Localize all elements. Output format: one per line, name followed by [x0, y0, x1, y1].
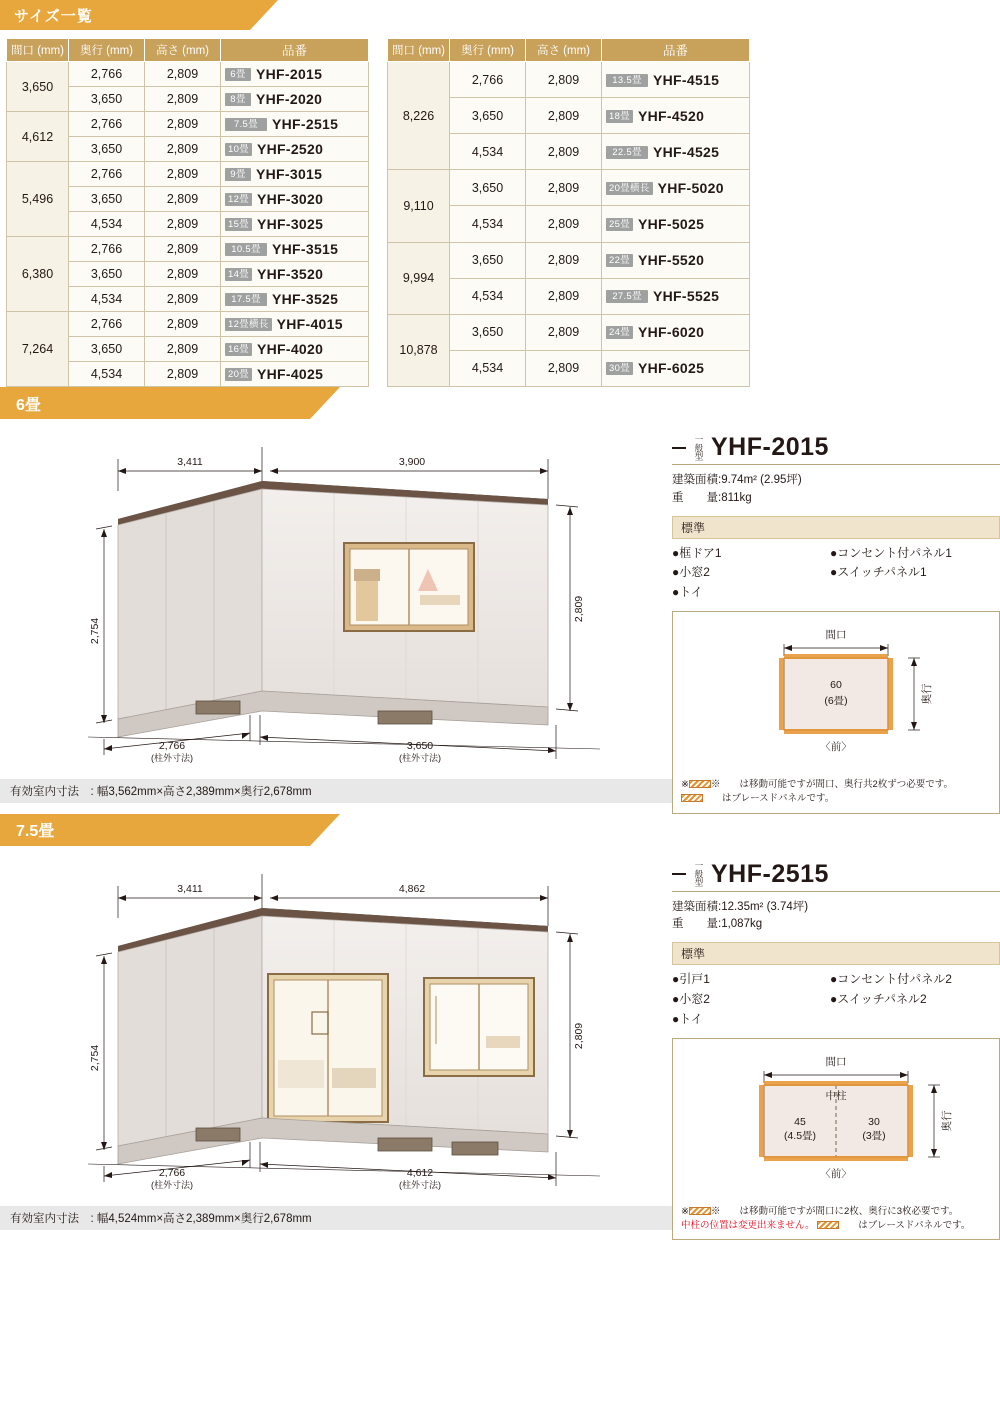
cell-okuyuki: 2,766: [69, 312, 145, 337]
tatami-badge: 20畳横長: [606, 182, 653, 195]
interior-dimensions-note: 有効室内寸法 : 幅3,562mm×高さ2,389mm×奥行2,678mm: [0, 779, 672, 803]
svg-text:奥行: 奥行: [941, 1110, 953, 1132]
size-table-left: [6, 38, 369, 387]
svg-text:3,650: 3,650: [406, 740, 434, 752]
cell-hinban: [602, 206, 750, 242]
standard-item: ●トイ: [672, 1011, 703, 1026]
plan-notes: [681, 1205, 991, 1234]
plan-drawing: [686, 1049, 986, 1189]
model-code: YHF-3520: [256, 266, 324, 282]
svg-text:60: 60: [830, 679, 842, 692]
cell-okuyuki: 4,534: [450, 206, 526, 242]
model-code: YHF-3020: [256, 191, 324, 207]
plan-note-1-text: ※ は移動可能ですが間口、奥行共2枚ずつ必要です。: [710, 779, 953, 791]
model-code: YHF-4525: [653, 143, 720, 160]
svg-text:2,766: 2,766: [158, 1166, 186, 1179]
product-section: [0, 387, 1000, 814]
tatami-badge: 27.5畳: [606, 290, 648, 303]
cell-maguchi: 4,612: [7, 112, 69, 162]
tatami-badge: 12畳横長: [225, 318, 272, 331]
product-sections: [0, 387, 1000, 1240]
tatami-badge: 7.5畳: [225, 118, 267, 131]
drawing-column: [0, 419, 672, 814]
cell-takasa: 2,809: [145, 337, 221, 362]
cell-hinban: [221, 262, 369, 287]
tatami-badge: 17.5畳: [225, 293, 267, 306]
tatami-badge: 22畳: [606, 254, 633, 267]
cell-okuyuki: 4,534: [69, 287, 145, 312]
dash-icon: [672, 447, 686, 449]
section-title: 6畳: [16, 396, 41, 414]
cell-takasa: 2,809: [145, 137, 221, 162]
cell-hinban: [602, 170, 750, 206]
svg-text:2,809: 2,809: [573, 595, 585, 623]
cell-okuyuki: 3,650: [450, 314, 526, 350]
cell-okuyuki: 4,534: [450, 278, 526, 314]
cell-maguchi: 8,226: [388, 62, 450, 170]
table-row: [388, 242, 750, 278]
cell-takasa: 2,809: [145, 87, 221, 112]
cell-okuyuki: 3,650: [69, 337, 145, 362]
cell-hinban: [221, 62, 369, 87]
standard-equipment-header: 標準: [672, 942, 1000, 965]
svg-text:(6畳): (6畳): [824, 695, 848, 708]
cell-hinban: [221, 212, 369, 237]
cell-okuyuki: 3,650: [450, 98, 526, 134]
col-takasa: 高さ (mm): [526, 39, 602, 62]
cell-takasa: 2,809: [526, 170, 602, 206]
standard-left-column: [672, 544, 830, 603]
model-name: YHF-2015: [711, 433, 829, 461]
plan-note-1: ※ ※ は移動可能ですが間口に2枚、奥行に3枚必要です。: [681, 1205, 959, 1217]
cell-hinban: [602, 314, 750, 350]
cell-hinban: [221, 187, 369, 212]
col-okuyuki: 奥行 (mm): [450, 39, 526, 62]
plan-note-red: 中柱の位置は変更出来ません。: [681, 1219, 815, 1231]
dash-icon: [672, 873, 686, 875]
cell-maguchi: 9,994: [388, 242, 450, 314]
perspective-drawing: [0, 419, 672, 771]
model-code: YHF-4020: [256, 341, 324, 357]
standard-item: ●小窓2: [672, 991, 710, 1006]
cell-takasa: 2,809: [526, 206, 602, 242]
size-table-right: [387, 38, 750, 387]
svg-text:3,411: 3,411: [177, 882, 203, 895]
page-title-banner: [0, 0, 250, 30]
cell-hinban: [602, 242, 750, 278]
building-area: 建築面積:9.74m² (2.95坪): [672, 474, 802, 486]
hatch-swatch-icon-2: [817, 1221, 839, 1229]
cell-hinban: [221, 87, 369, 112]
cell-takasa: 2,809: [145, 212, 221, 237]
svg-text:(柱外寸法): (柱外寸法): [151, 1179, 193, 1190]
cell-okuyuki: 3,650: [69, 87, 145, 112]
cell-hinban: [602, 98, 750, 134]
standard-right-column: [830, 544, 952, 603]
standard-item: ●引戸1: [672, 972, 710, 987]
cell-maguchi: 5,496: [7, 162, 69, 237]
cell-takasa: 2,809: [526, 278, 602, 314]
model-code: YHF-5525: [653, 288, 720, 305]
standard-item: ●スイッチパネル2: [830, 991, 927, 1006]
tatami-badge: 20畳: [225, 368, 252, 381]
weight: 重 量:1,087kg: [672, 918, 763, 931]
table-row: [7, 162, 369, 187]
svg-text:2,766: 2,766: [158, 740, 186, 752]
plan-note-2-text: はブレースドパネルです。: [839, 1219, 971, 1231]
weight: 重 量:811kg: [672, 491, 752, 504]
standard-equipment-list: [672, 544, 1000, 603]
cell-okuyuki: 2,766: [69, 162, 145, 187]
cell-okuyuki: 3,650: [450, 242, 526, 278]
plan-note-1: ※ ※ は移動可能ですが間口、奥行共2枚ずつ必要です。: [681, 779, 953, 791]
tatami-badge: 6畳: [225, 68, 251, 81]
floor-plan-box: [672, 611, 1000, 814]
left-table-body: [7, 62, 369, 387]
tatami-badge: 24畳: [606, 326, 633, 339]
tatami-badge: 30畳: [606, 362, 633, 375]
svg-text:3,411: 3,411: [177, 456, 203, 468]
plan-note-2: [681, 792, 991, 806]
table-row: [7, 112, 369, 137]
cell-takasa: 2,809: [145, 187, 221, 212]
building-area: 建築面積:12.35m² (3.74坪): [672, 900, 809, 913]
cell-hinban: [221, 237, 369, 262]
model-code: YHF-4520: [637, 107, 705, 124]
size-tables: [0, 30, 1000, 387]
cell-takasa: 2,809: [145, 62, 221, 87]
cell-okuyuki: 2,766: [69, 62, 145, 87]
spec-column: [672, 419, 1000, 814]
svg-text:45: 45: [794, 1115, 806, 1128]
svg-text:奥行: 奥行: [921, 683, 933, 705]
cell-okuyuki: 4,534: [450, 350, 526, 386]
tatami-badge: 10.5畳: [225, 243, 267, 256]
standard-right-column: [830, 970, 952, 1029]
hatch-swatch-icon: [689, 780, 711, 788]
model-name: YHF-2515: [711, 859, 829, 888]
spec-figures: [672, 899, 1000, 935]
tatami-badge: 22.5畳: [606, 146, 648, 159]
page-title: サイズ一覧: [14, 7, 93, 25]
spec-figures: [672, 472, 1000, 508]
svg-text:間口: 間口: [825, 1055, 847, 1068]
cell-okuyuki: 3,650: [69, 137, 145, 162]
plan-note-2-text: はブレースドパネルです。: [703, 793, 835, 805]
svg-text:〈前〉: 〈前〉: [820, 741, 852, 754]
section-title: 7.5畳: [16, 823, 55, 841]
cell-hinban: [221, 337, 369, 362]
section-banner: [0, 814, 310, 846]
svg-text:(3畳): (3畳): [862, 1129, 886, 1142]
svg-text:〈前〉: 〈前〉: [820, 1167, 852, 1180]
table-row: [7, 62, 369, 87]
cell-takasa: 2,809: [526, 134, 602, 170]
cell-takasa: 2,809: [145, 262, 221, 287]
model-code: YHF-2515: [272, 116, 339, 132]
table-header-row: [7, 39, 369, 62]
model-code: YHF-4515: [653, 71, 720, 88]
cell-takasa: 2,809: [526, 314, 602, 350]
tatami-badge: 8畳: [225, 93, 251, 106]
cell-okuyuki: 3,650: [69, 187, 145, 212]
cell-hinban: [221, 162, 369, 187]
cell-takasa: 2,809: [526, 350, 602, 386]
svg-text:2,754: 2,754: [89, 1044, 101, 1071]
table-row: [388, 170, 750, 206]
table-row: [7, 237, 369, 262]
cell-takasa: 2,809: [145, 112, 221, 137]
standard-item: ●コンセント付パネル1: [830, 545, 952, 560]
product-section: [0, 814, 1000, 1241]
svg-text:(柱外寸法): (柱外寸法): [399, 753, 441, 763]
model-code: YHF-2520: [256, 141, 324, 157]
cell-maguchi: 6,380: [7, 237, 69, 312]
perspective-drawing: [0, 846, 672, 1198]
col-okuyuki: 奥行 (mm): [69, 39, 145, 62]
tatami-badge: 14畳: [225, 268, 252, 281]
cell-hinban: [221, 137, 369, 162]
col-maguchi: 間口 (mm): [7, 39, 69, 62]
svg-text:4,862: 4,862: [398, 882, 426, 895]
tatami-badge: 25畳: [606, 218, 633, 231]
tatami-badge: 12畳: [225, 193, 252, 206]
cell-hinban: [221, 112, 369, 137]
model-code: YHF-5025: [637, 215, 705, 232]
model-code: YHF-5020: [657, 179, 724, 196]
model-code: YHF-5520: [637, 252, 705, 269]
svg-text:間口: 間口: [825, 629, 847, 642]
standard-item: ●框ドア1: [672, 545, 722, 560]
plan-note-1-text: ※ は移動可能ですが間口に2枚、奥行に3枚必要です。: [710, 1205, 959, 1217]
cell-maguchi: 9,110: [388, 170, 450, 242]
svg-text:3,900: 3,900: [398, 456, 426, 468]
cell-hinban: [221, 287, 369, 312]
plan-notes: [681, 778, 991, 807]
cell-maguchi: 3,650: [7, 62, 69, 112]
drawing-column: [0, 846, 672, 1241]
cell-hinban: [602, 134, 750, 170]
svg-text:中柱: 中柱: [825, 1089, 847, 1102]
type-label: 一般型: [694, 861, 704, 887]
table-row: [7, 312, 369, 337]
standard-equipment-header: 標準: [672, 516, 1000, 539]
model-code: YHF-3015: [256, 166, 323, 182]
svg-text:4,612: 4,612: [406, 1166, 434, 1179]
cell-takasa: 2,809: [526, 98, 602, 134]
plan-note-2: [681, 1219, 991, 1233]
hatch-swatch-icon: [689, 1207, 711, 1215]
cell-takasa: 2,809: [526, 242, 602, 278]
cell-okuyuki: 3,650: [450, 170, 526, 206]
model-header: [672, 433, 1000, 465]
standard-item: ●スイッチパネル1: [830, 565, 927, 580]
model-code: YHF-2015: [256, 66, 323, 82]
model-code: YHF-6025: [637, 360, 705, 377]
cell-okuyuki: 3,650: [69, 262, 145, 287]
table-row: [388, 314, 750, 350]
tatami-badge: 16畳: [225, 343, 252, 356]
col-takasa: 高さ (mm): [145, 39, 221, 62]
svg-text:(柱外寸法): (柱外寸法): [399, 1179, 441, 1190]
interior-dimensions-note: 有効室内寸法 : 幅4,524mm×高さ2,389mm×奥行2,678mm: [0, 1206, 672, 1230]
model-code: YHF-2020: [256, 91, 323, 107]
tatami-badge: 15畳: [225, 218, 252, 231]
svg-text:(柱外寸法): (柱外寸法): [151, 753, 193, 763]
standard-item: ●コンセント付パネル2: [830, 972, 952, 987]
standard-item: ●小窓2: [672, 565, 710, 580]
svg-text:(4.5畳): (4.5畳): [783, 1129, 817, 1142]
col-hinban: 品番: [602, 39, 750, 62]
section-banner: [0, 387, 310, 419]
cell-hinban: [602, 350, 750, 386]
standard-equipment-list: [672, 970, 1000, 1029]
cell-takasa: 2,809: [526, 62, 602, 98]
cell-hinban: [221, 312, 369, 337]
tatami-badge: 13.5畳: [606, 74, 648, 87]
cell-takasa: 2,809: [145, 362, 221, 387]
right-table-body: [388, 62, 750, 387]
spec-column: [672, 846, 1000, 1241]
tatami-badge: 9畳: [225, 168, 251, 181]
hatch-swatch-icon-2: [681, 794, 703, 802]
floor-plan-box: [672, 1038, 1000, 1241]
model-code: YHF-4025: [256, 366, 324, 382]
cell-hinban: [221, 362, 369, 387]
cell-okuyuki: 2,766: [69, 112, 145, 137]
model-code: YHF-3515: [272, 241, 339, 257]
standard-item: ●トイ: [672, 585, 703, 600]
svg-text:30: 30: [868, 1115, 880, 1128]
cell-okuyuki: 4,534: [69, 362, 145, 387]
model-header: [672, 860, 1000, 892]
svg-text:2,754: 2,754: [89, 617, 101, 645]
cell-okuyuki: 2,766: [69, 237, 145, 262]
model-code: YHF-3025: [256, 216, 324, 232]
cell-hinban: [602, 278, 750, 314]
plan-drawing: [686, 622, 986, 762]
table-row: [388, 62, 750, 98]
cell-maguchi: 7,264: [7, 312, 69, 387]
cell-takasa: 2,809: [145, 162, 221, 187]
model-code: YHF-4015: [276, 316, 343, 332]
cell-takasa: 2,809: [145, 287, 221, 312]
cell-okuyuki: 2,766: [450, 62, 526, 98]
svg-text:2,809: 2,809: [573, 1022, 585, 1049]
tatami-badge: 18畳: [606, 110, 633, 123]
standard-left-column: [672, 970, 830, 1029]
cell-okuyuki: 4,534: [450, 134, 526, 170]
type-label: 一般型: [694, 434, 704, 461]
cell-okuyuki: 4,534: [69, 212, 145, 237]
col-maguchi: 間口 (mm): [388, 39, 450, 62]
model-code: YHF-3525: [272, 291, 339, 307]
cell-takasa: 2,809: [145, 312, 221, 337]
model-code: YHF-6020: [637, 324, 705, 341]
tatami-badge: 10畳: [225, 143, 252, 156]
table-header-row: [388, 39, 750, 62]
cell-maguchi: 10,878: [388, 314, 450, 386]
cell-hinban: [602, 62, 750, 98]
cell-takasa: 2,809: [145, 237, 221, 262]
col-hinban: 品番: [221, 39, 369, 62]
